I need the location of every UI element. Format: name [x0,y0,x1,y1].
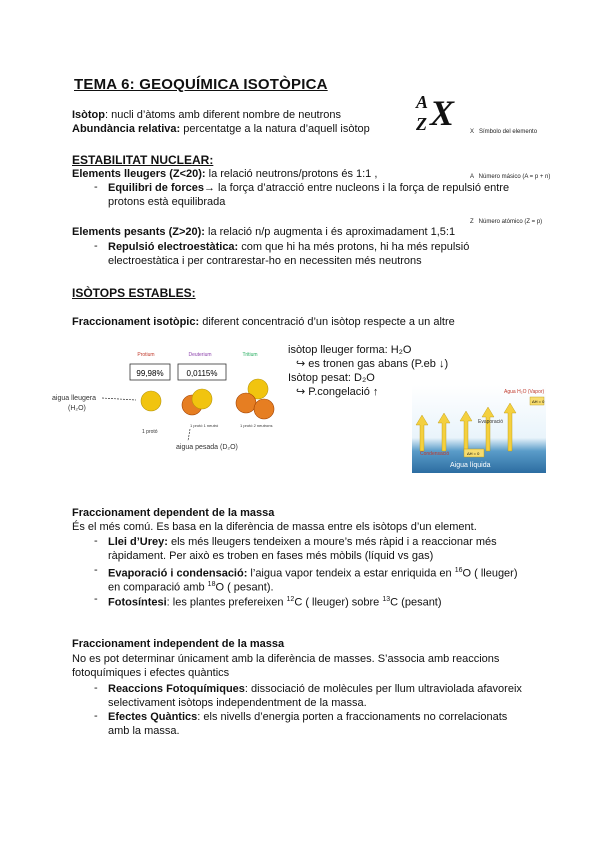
mass-number: A [416,92,429,112]
independent-heading: Fraccionament independent de la massa [72,638,285,650]
svg-text:(H₂O): (H₂O) [68,405,86,412]
deuterium-percentage: 0,0115% [186,369,218,378]
svg-text:Condensació: Condensació [420,451,450,457]
pesants-text: Elements pesants (Z>20): la relació n/p augmenta i és aproximadament 1,5:1 [72,226,456,238]
svg-text:ΔH = 0: ΔH = 0 [467,451,480,456]
quantics-text: Efectes Quàntics: els nivells d’energia porten a fraccionaments no correlacionats [108,711,508,723]
element-symbol: X [430,93,455,133]
urey-text: Llei d’Urey: els més lleugers tendeixen a moure’s més ràpid i a reaccionar més [108,536,497,548]
liquid-water-label: Aigua líquida [450,462,491,469]
light-water-label: aigua lleugera [52,395,96,402]
page-title: TEMA 6: GEOQUÍMICA ISOTÒPICA [74,76,328,93]
protium-nucleus [141,391,161,411]
hydrogen-isotopes-diagram [50,337,282,459]
fotoquimiques-text: Reaccions Fotoquímiques: dissociació de molècules per llum ultraviolada afavoreix [108,683,522,695]
deuterium-proton [192,389,212,409]
svg-text:ΔH = 0: ΔH = 0 [532,399,545,404]
massa-heading: Fraccionament dependent de la massa [72,507,275,519]
svg-text:1 protó: 1 protó [142,429,158,435]
svg-text:1 protó 1 neutró: 1 protó 1 neutró [190,423,219,428]
estabilitat-heading: ESTABILITAT NUCLEAR: [72,153,214,167]
equilibri-text: Equilibri de forces→ la força d’atracció entre nucleons i la força de repulsió entre [108,182,510,194]
water-cycle-figure [412,385,546,473]
abundancia-definition: Abundància relativa: percentatge a la natura d’aquell isòtop [72,123,370,135]
heavy-water-label: aigua pesada (D₂O) [176,444,238,451]
isotop-definition: Isòtop: nucli d’àtoms amb diferent nombre de neutrons [72,109,342,121]
deuterium-label: Deuterium [188,352,212,358]
svg-text:Evaporació: Evaporació [478,419,504,425]
isotope-notation [412,90,462,138]
isotope-notes: isòtop lleuger forma: H₂O ↪ es tronen gas abans (P.eb ↓) Isòtop pesat: D₂O ↪ P.congelació ↑ [288,344,449,398]
evaporation-diagram [412,385,546,473]
svg-text:1 protó 2 neutrons: 1 protó 2 neutrons [240,423,273,428]
repulsio-text: Repulsió electroestàtica: com que hi ha més protons, hi ha més repulsió [108,241,470,253]
atomic-number: Z [416,114,427,134]
tritium-neutron-1 [236,393,256,413]
estables-heading: ISÒTOPS ESTABLES: [72,286,196,300]
fraccionament-text: Fraccionament isotòpic: diferent concentració d’un isòtop respecte a un altre [72,316,455,328]
protium-percentage: 99,98% [136,369,164,378]
fotosintesi-text: Fotosíntesi: les plantes prefereixen $^{12}$C ( lleuger) sobre $^{13}$C (pesant) [108,596,442,609]
svg-text:Agua H₂O (Vapor): Agua H₂O (Vapor) [504,389,545,395]
tritium-label: Tritium [242,352,258,358]
notation-legend: X Símbolo del elemento A Número másico (A = p + n) Z Número atómico (Z = p) [470,129,551,225]
isotopes-figure [50,337,282,459]
protium-label: Protium [137,352,155,358]
evaporacio-text: Evaporació i condensació: l’aigua vapor tendeix a estar enriquida en $^{16}$O ( lleuger) [108,567,518,580]
lleugers-text: Elements lleugers (Z<20): la relació neutrons/protons és 1:1 , [72,168,378,180]
tritium-neutron-2 [254,399,274,419]
